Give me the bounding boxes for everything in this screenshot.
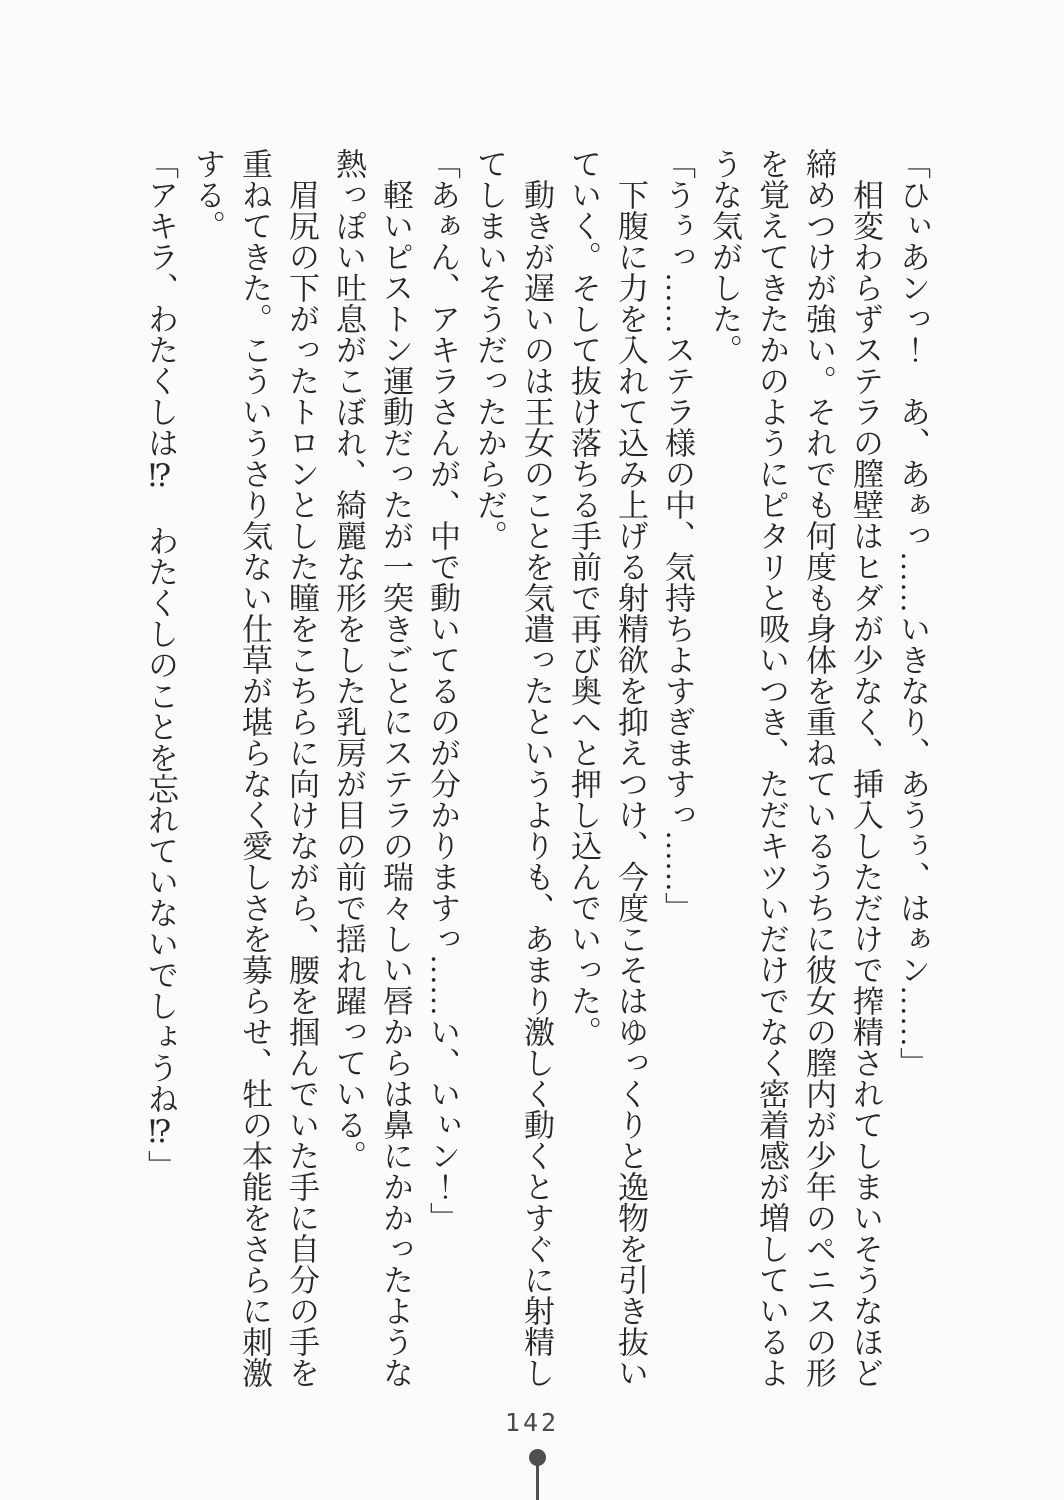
text-line: 相変わらずステラの膣壁はヒダが少なく、挿入しただけで搾精されてしまいそうなほど: [848, 148, 883, 1388]
text-line: 軽いピストン運動だったが一突きごとにステラの瑞々しい唇からは鼻にかかったような: [378, 148, 413, 1388]
text-line: 眉尻の下がったトロンとした瞳をこちらに向けながら、腰を掴んでいた手に自分の手を: [284, 148, 319, 1388]
text-line: ていく。そして抜け落ちる手前で再び奥へと押し込んでいった。: [566, 148, 601, 1047]
text-line: する。: [190, 148, 225, 241]
page-number: 142: [504, 1408, 560, 1437]
text-line: 「アキラ、わたくしは⁉ わたくしのことを忘れていないでしょうね⁉」: [143, 148, 178, 1181]
page-footer: [0, 1408, 1064, 1437]
text-line: 熱っぽい吐息がこぼれ、綺麗な形をした乳房が目の前で揺れ躍っている。: [331, 148, 366, 1171]
page-text-block: [137, 148, 936, 1388]
text-line: 締めつけが強い。それでも何度も身体を重ねているうちに彼女の膣内が少年のペニスの形: [801, 148, 836, 1388]
text-line: 「ひぃあンっ！ あ、あぁっ……いきなり、あうぅ、はぁン……」: [895, 148, 930, 1078]
text-line: てしまいそうだったからだ。: [472, 148, 507, 551]
pin-stem-icon: [536, 1463, 539, 1500]
text-line: 下腹に力を入れて込み上げる射精欲を抑えつけ、今度こそはゆっくりと逸物を引き抜い: [613, 148, 648, 1388]
text-line: を覚えてきたかのようにピタリと吸いつき、ただキツいだけでなく密着感が増しているよ: [754, 148, 789, 1388]
text-line: 重ねてきた。こういうさり気ない仕草が堪らなく愛しさを募らせ、牡の本能をさらに刺激: [237, 148, 272, 1388]
text-line: 「うぅっ……ステラ様の中、気持ちよすぎますっ……」: [660, 148, 695, 923]
text-line: 「あぁん、アキラさんが、中で動いてるのが分かりますっ……い、いぃン！」: [425, 148, 460, 1233]
text-line: うな気がした。: [707, 148, 742, 365]
bookmark-pin-icon: [529, 1449, 546, 1500]
text-line: 動きが遅いのは王女のことを気遣ったというよりも、あまり激しく動くとすぐに射精し: [519, 148, 554, 1388]
